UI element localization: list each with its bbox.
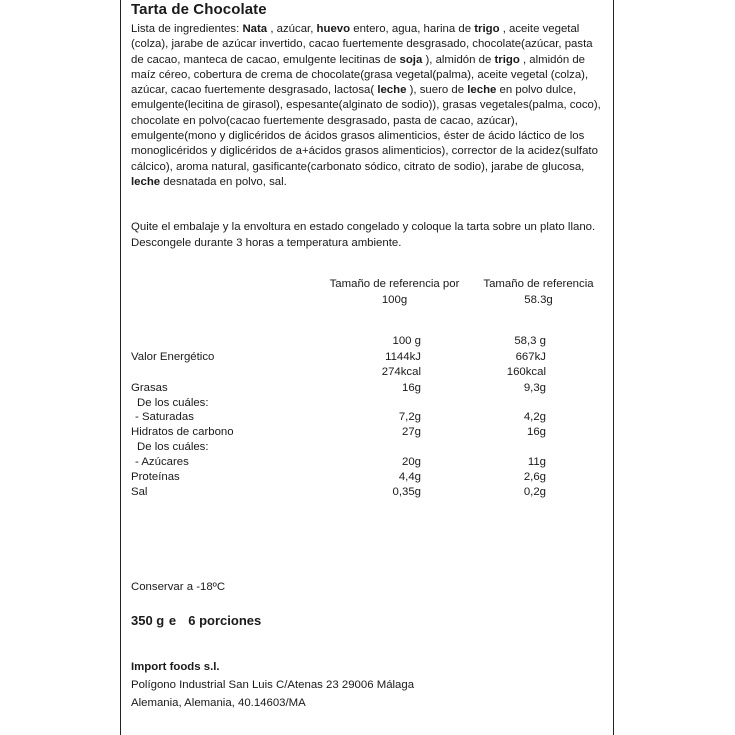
allergen: leche xyxy=(377,84,407,97)
nutrition-value-per-100g: 274kcal xyxy=(381,366,421,378)
allergen: leche xyxy=(131,175,161,188)
ingredient-text: ), almidón de xyxy=(422,53,495,66)
product-label xyxy=(120,0,614,735)
nutrition-value-per-portion: 11g xyxy=(527,456,546,468)
svg-text:e: e xyxy=(169,614,177,627)
net-weight-value: 350 g xyxy=(131,613,165,628)
net-weight xyxy=(131,613,261,628)
nutrition-row-label: Valor Energético xyxy=(131,351,215,363)
company-name: Import foods s.l. xyxy=(131,661,220,673)
allergen: soja xyxy=(399,53,423,66)
estimated-sign-icon xyxy=(166,614,179,627)
nutrition-value-per-portion: 9,3g xyxy=(523,382,546,394)
nutrition-value-per-portion: 2,6g xyxy=(523,471,546,483)
col1-header: Tamaño de referencia por 100g xyxy=(329,278,460,306)
nutrition-value-per-100g: 0,35g xyxy=(392,486,421,498)
nutrition-row-label: De los cuáles: xyxy=(137,441,209,453)
nutrition-value-per-portion: 4,2g xyxy=(523,411,546,423)
storage-instructions: Conservar a -18ºC xyxy=(131,581,226,593)
allergen: huevo xyxy=(316,23,351,35)
nutrition-value-per-100g: 20g xyxy=(401,456,421,468)
portions-count: 6 porciones xyxy=(188,613,262,628)
thaw-instructions: Quite el embalaje y la envoltura en estado congelado y coloque la tarta sobre un plato llano. Descongele durante 3 horas a temperatura ambiente. xyxy=(131,221,596,249)
nutrition-value-per-portion: 16g xyxy=(526,426,546,438)
ingredient-text: desnatada en polvo, sal. xyxy=(160,175,287,188)
allergen: trigo xyxy=(494,53,520,66)
nutrition-value-per-100g: 1144kJ xyxy=(385,351,421,363)
ingredient-text: Lista de ingredientes: xyxy=(131,23,243,35)
nutrition-value-per-100g: 4,4g xyxy=(398,471,421,483)
nutrition-value-per-100g: 100 g xyxy=(392,335,421,347)
nutrition-row-label: De los cuáles: xyxy=(137,397,209,409)
ingredient-text: ), suero de xyxy=(406,84,468,97)
nutrition-row-label: - Azúcares xyxy=(135,456,189,468)
nutrition-value-per-portion: 160kcal xyxy=(506,366,546,378)
nutrition-row-label: Proteínas xyxy=(131,471,180,483)
nutrition-value-per-100g: 16g xyxy=(401,382,421,394)
ingredient-text: entero, agua, harina de xyxy=(350,23,475,35)
nutrition-row-label: Hidratos de carbono xyxy=(131,426,234,438)
nutrition-row-label: - Saturadas xyxy=(135,411,194,423)
allergen: Nata xyxy=(242,23,268,35)
allergen: trigo xyxy=(474,23,500,35)
nutrition-value-per-100g: 27g xyxy=(401,426,421,438)
company-address-line2: Alemania, Alemania, 40.14603/MA xyxy=(131,697,306,709)
company-address-line1: Polígono Industrial San Luis C/Atenas 23 29006 Málaga xyxy=(131,679,415,691)
allergen: leche xyxy=(467,84,497,97)
ingredient-text: , azúcar, xyxy=(267,23,317,35)
ingredient-text: , aceite vegetal (colza), jarabe de azúcar invertido, cacao fuertemente desgrasado, chocolate(azúcar, pasta de cacao, manteca de cacao, emulgente lecitinas de xyxy=(131,23,593,66)
nutrition-value-per-portion: 0,2g xyxy=(523,486,546,498)
nutrition-value-per-portion: 667kJ xyxy=(515,351,546,363)
ingredients-list xyxy=(131,22,601,190)
nutrition-row-label: Grasas xyxy=(131,382,168,394)
col2-header: Tamaño de referencia 58.3g xyxy=(483,278,594,306)
nutrition-value-per-portion: 58,3 g xyxy=(514,335,546,347)
product-title: Tarta de Chocolate xyxy=(131,1,267,18)
nutrition-value-per-100g: 7,2g xyxy=(398,411,421,423)
nutrition-row-label: Sal xyxy=(131,486,148,498)
ingredient-text: en polvo dulce, emulgente(lecitina de girasol), espesante(alginato de sodio)), grasas vegetales(palma, coco), chocolate en polvo(cacao fuertemente desgrasado, pasta de cacao, azúcar), emulgente(mono y diglicéridos de ácidos grasos alimenticios, éster de ácido láctico de los monoglicéridos y diglicéridos de a+ácidos grasos alimenticios), corrector de la acidez(sulfato cálcico), aroma natural, gasificante(carbonato sódico, citrato de sodio), jarabe de glucosa, xyxy=(131,84,601,173)
ingredient-text: , almidón de maíz céreo, cobertura de crema de chocolate(grasa vegetal(palma), aceite vegetal (colza), azúcar, cacao fuertemente desgrasado, lactosa( xyxy=(131,53,589,97)
